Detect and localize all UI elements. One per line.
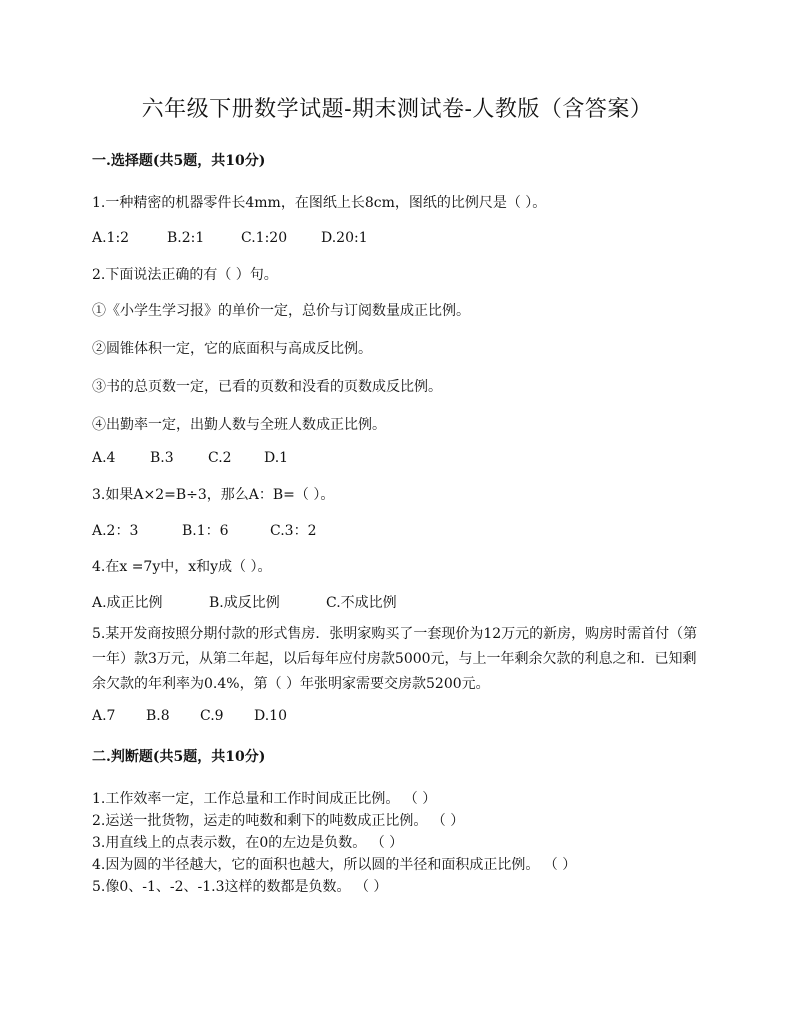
option: A.7 <box>92 708 116 724</box>
option: C.3：2 <box>270 523 317 539</box>
option: A.4 <box>92 450 116 466</box>
section-heading-judgement: 二.判断题(共5题，共10分) <box>92 749 266 765</box>
option: A.2：3 <box>92 523 139 539</box>
question-2: 2.下面说法正确的有（ ）句。 <box>92 267 278 283</box>
option: C.不成比例 <box>326 595 397 611</box>
question-4-options <box>92 592 397 612</box>
question-5-options <box>92 708 287 724</box>
option: C.1:20 <box>241 230 288 246</box>
option: B.1：6 <box>182 523 229 539</box>
judgement-item: 4.因为圆的半径越大，它的面积也越大，所以圆的半径和面积成正比例。 （ ） <box>92 857 577 873</box>
question-2-statement: ②圆锥体积一定，它的底面积与高成反比例。 <box>92 341 372 357</box>
judgement-item: 2.运送一批货物，运走的吨数和剩下的吨数成正比例。 （ ） <box>92 813 465 829</box>
option: B.2:1 <box>167 230 205 246</box>
option: A.1:2 <box>92 230 130 246</box>
option: B.8 <box>146 708 170 724</box>
option: D.20:1 <box>321 230 368 246</box>
judgement-item: 3.用直线上的点表示数，在0的左边是负数。 （ ） <box>92 835 404 851</box>
option: B.成反比例 <box>209 595 280 611</box>
option: B.3 <box>150 450 174 466</box>
question-4: 4.在x =7y中，x和y成（ ）。 <box>92 559 272 575</box>
option: D.1 <box>264 450 289 466</box>
question-2-statement: ③书的总页数一定，已看的页数和没看的页数成反比例。 <box>92 379 442 395</box>
question-3: 3.如果A×2=B÷3，那么A：B=（ ）。 <box>92 487 335 503</box>
option: D.10 <box>254 708 287 724</box>
option: A.成正比例 <box>92 595 163 611</box>
question-2-statement: ④出勤率一定，出勤人数与全班人数成正比例。 <box>92 417 386 433</box>
question-1: 1.一种精密的机器零件长4mm，在图纸上长8cm，图纸的比例尺是（ ）。 <box>92 195 547 211</box>
option: C.9 <box>200 708 224 724</box>
judgement-item: 1.工作效率一定，工作总量和工作时间成正比例。 （ ） <box>92 791 437 807</box>
page-title: 六年级下册数学试题-期末测试卷-人教版（含答案） <box>141 97 653 122</box>
question-5: 5.某开发商按照分期付款的形式售房．张明家购买了一套现价为12万元的新房，购房时需首付（第一年）款3万元，从第二年起，以后每年应付房款5000元，与上一年剩余欠款的利息之和．已知剩余欠款的年利率为0.4%，第（ ）年张明家需要交房款5200元。 <box>92 626 698 692</box>
section-heading-choice: 一.选择题(共5题，共10分) <box>92 153 266 169</box>
option: C.2 <box>208 450 232 466</box>
question-2-statement: ①《小学生学习报》的单价一定，总价与订阅数量成正比例。 <box>92 303 470 319</box>
question-1-options <box>92 230 368 246</box>
judgement-item: 5.像0、-1、-2、-1.3这样的数都是负数。 （ ） <box>92 879 388 895</box>
question-3-options <box>92 520 316 540</box>
question-2-options <box>92 450 288 466</box>
